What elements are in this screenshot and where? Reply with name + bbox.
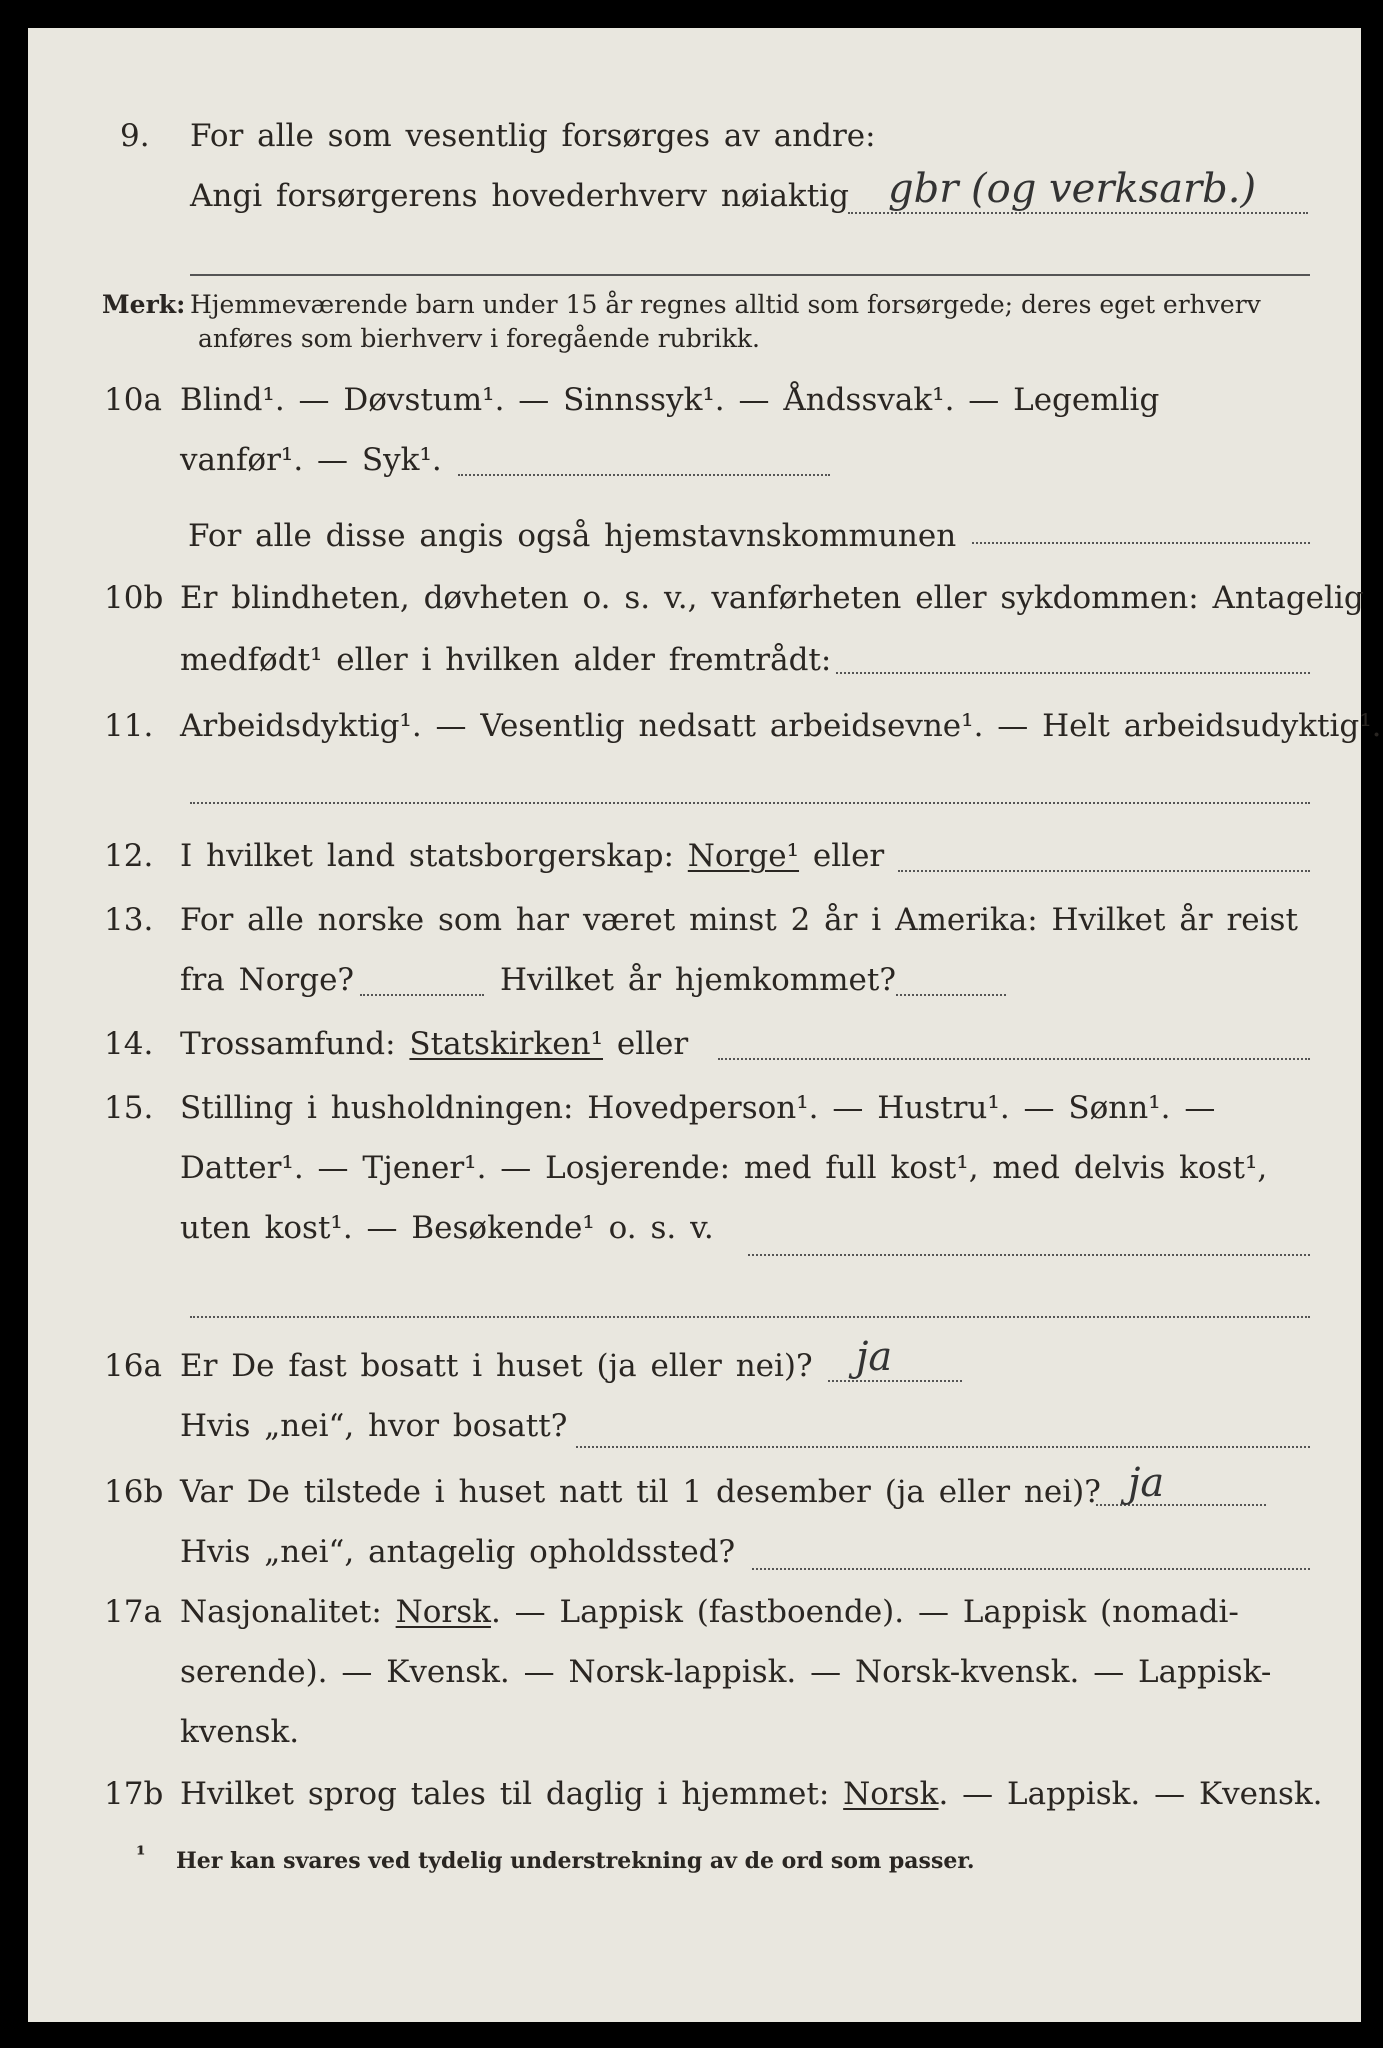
q13-year-left-blank [360,994,484,996]
q16a-answer-line [828,1380,962,1382]
q11-blank [190,802,1310,804]
q15-blank1 [748,1254,1310,1256]
q9-line1: For alle som vesentlig forsørges av andre: [190,118,876,154]
q9-number: 9. [120,118,150,154]
q16a-line1: Er De fast bosatt i huset (ja eller nei)? [180,1348,813,1384]
q9-answer-line [848,212,1308,214]
q13-number: 13. [104,902,154,938]
q14-line [180,1024,688,1064]
q12-number: 12. [104,838,154,874]
q10b-blank [836,672,1310,674]
q12-question: I hvilket land statsborgerskap: [180,838,674,874]
q16b-number: 16b [104,1474,164,1510]
q17a-number: 17a [104,1594,162,1630]
merk-line1: Hjemmeværende barn under 15 år regnes alltid som forsørgede; deres eget erhverv [190,290,1261,319]
q11-number: 11. [104,708,154,744]
merk-line2: anføres som bierhverv i foregående rubrikk. [198,324,760,353]
q14-question: Trossamfund: [180,1026,396,1062]
q11-line1: Arbeidsdyktig¹. — Vesentlig nedsatt arbeidsevne¹. — Helt arbeidsudyktig¹. [180,708,1382,744]
census-form-page [28,28,1382,2022]
footnote-text: Her kan svares ved tydelig understrekning av de ord som passer. [176,1848,975,1874]
q10a-line3: For alle disse angis også hjemstavnskommunen [188,518,957,554]
q14-statskirken-underlined: Statskirken¹ [409,1026,603,1062]
q12-line [180,836,884,876]
q16b-blank [752,1568,1310,1570]
divider [190,274,1310,276]
q12-norge-underlined: Norge¹ [687,838,800,874]
q14-number: 14. [104,1026,154,1062]
q10a-line3-blank [972,542,1310,544]
q10a-line2: vanfør¹. — Syk¹. [180,442,442,478]
q15-number: 15. [104,1090,154,1126]
q16b-line1: Var De tilstede i huset natt til 1 desember (ja eller nei)? [180,1474,1101,1510]
q17a-options: . — Lappisk (fastboende). — Lappisk (nomadi- [490,1594,1239,1630]
q17a-norsk-underlined: Norsk [395,1594,491,1630]
q17b-number: 17b [104,1776,164,1812]
q13-line2b: Hvilket år hjemkommet? [500,962,896,998]
q17a-question: Nasjonalitet: [180,1594,382,1630]
q9-handwritten-answer: gbr (og verksarb.) [888,166,1257,212]
q17b-norsk-underlined: Norsk [843,1776,939,1812]
q17a-line2: serende). — Kvensk. — Norsk-lappisk. — Norsk-kvensk. — Lappisk- [180,1654,1272,1690]
q12-eller: eller [812,838,885,874]
q14-blank [718,1058,1310,1060]
q17a-line3: kvensk. [180,1714,300,1750]
q10a-line1: Blind¹. — Døvstum¹. — Sinnssyk¹. — Åndssvak¹. — Legemlig [180,382,1160,418]
q16b-line2: Hvis „nei“, antagelig opholdssted? [180,1534,736,1570]
q17b-options: . — Lappisk. — Kvensk. [938,1776,1323,1812]
q17b-question: Hvilket sprog tales til daglig i hjemmet: [180,1776,830,1812]
q10b-number: 10b [104,580,164,616]
merk-label: Merk: [102,290,186,319]
q17a-line1 [180,1592,1239,1632]
q15-blank2 [190,1316,1310,1318]
q10b-line2: medfødt¹ eller i hvilken alder fremtrådt: [180,642,832,678]
q16a-handwritten-answer: ja [856,1334,893,1380]
q13-year-returned-blank [896,994,1006,996]
q16b-answer-line [1096,1504,1266,1506]
q13-line2a: fra Norge? [180,962,355,998]
q16a-blank [576,1446,1310,1448]
q13-line1: For alle norske som har været minst 2 år i Amerika: Hvilket år reist [180,902,1298,938]
q16a-line2: Hvis „nei“, hvor bosatt? [180,1408,568,1444]
q16b-handwritten-answer: ja [1128,1460,1165,1506]
q17b-line [180,1774,1323,1814]
q12-blank [898,870,1310,872]
q10b-line1: Er blindheten, døvheten o. s. v., vanførheten eller sykdommen: Antagelig [180,580,1364,616]
q16a-number: 16a [104,1348,162,1384]
q10a-number: 10a [104,382,162,418]
q15-line2: Datter¹. — Tjener¹. — Losjerende: med full kost¹, med delvis kost¹, [180,1150,1268,1186]
q9-line2: Angi forsørgerens hovederhverv nøiaktig [190,178,849,214]
q10a-line2-blank [458,474,830,476]
footnote-mark: ¹ [136,1842,146,1868]
q14-eller: eller [616,1026,689,1062]
q15-line1: Stilling i husholdningen: Hovedperson¹. — Hustru¹. — Sønn¹. — [180,1090,1216,1126]
q15-line3: uten kost¹. — Besøkende¹ o. s. v. [180,1210,714,1246]
